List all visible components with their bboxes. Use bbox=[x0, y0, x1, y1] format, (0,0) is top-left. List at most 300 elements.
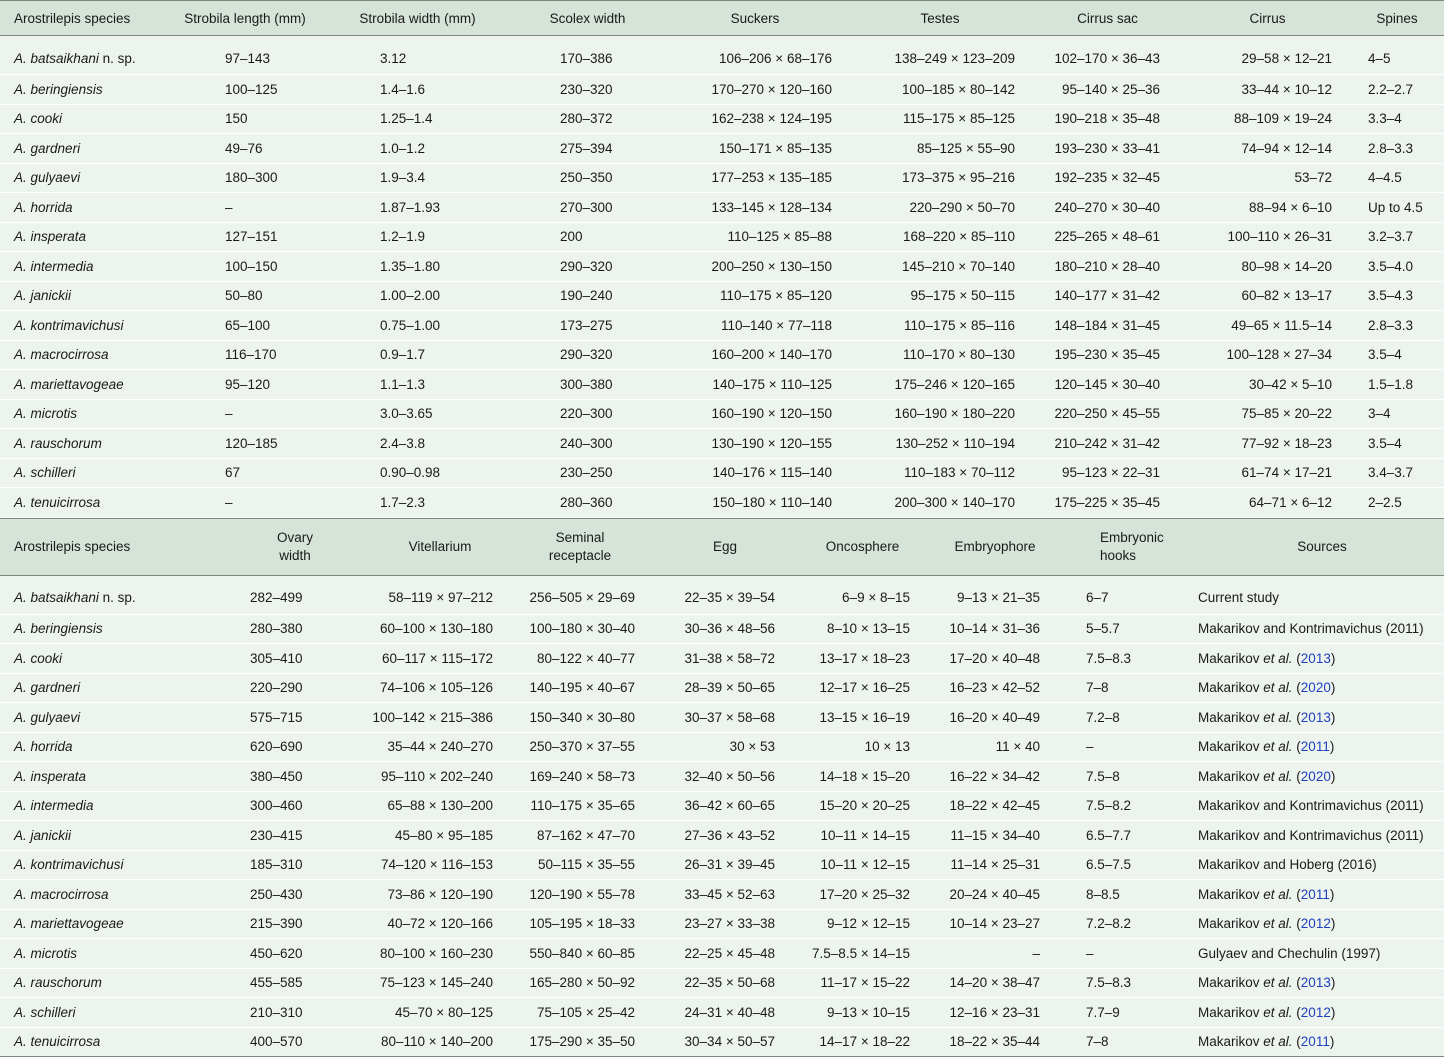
embryonic-hooks-cell: 6.5–7.5 bbox=[1040, 850, 1120, 880]
table-row bbox=[0, 998, 1444, 1028]
species-cell bbox=[0, 644, 220, 674]
species-cell bbox=[0, 703, 220, 733]
source-etal: et al. bbox=[1263, 710, 1292, 725]
paren-close: ) bbox=[1331, 975, 1336, 990]
genus-abbrev: A. bbox=[14, 1034, 27, 1049]
source-etal: et al. bbox=[1263, 769, 1292, 784]
cirrus-sac-cell: 225–265 × 48–61 bbox=[1030, 222, 1185, 252]
genus-abbrev: A. bbox=[14, 651, 27, 666]
table-row bbox=[0, 575, 1444, 614]
morphometrics-table-part1 bbox=[0, 0, 1444, 518]
source-year-link[interactable]: 2011 bbox=[1301, 887, 1330, 902]
embryophore-cell: – bbox=[910, 939, 1040, 969]
cirrus-cell: 77–92 × 18–23 bbox=[1185, 429, 1350, 459]
genus-abbrev: A. bbox=[14, 318, 27, 333]
source-year-link[interactable]: 2012 bbox=[1301, 1005, 1331, 1020]
suckers-cell: 160–190 × 120–150 bbox=[660, 399, 850, 429]
species-name: insperata bbox=[31, 769, 87, 784]
strobila-width-cell: 1.4–1.6 bbox=[320, 75, 515, 105]
vitellarium-cell: 60–117 × 115–172 bbox=[330, 644, 505, 674]
paren-open: ( bbox=[1293, 1005, 1301, 1020]
source-authors: Makarikov bbox=[1198, 1005, 1263, 1020]
scolex-width-cell: 290–320 bbox=[515, 252, 660, 282]
species-cell bbox=[0, 458, 170, 488]
strobila-width-cell: 1.00–2.00 bbox=[320, 281, 515, 311]
table1-header: Strobila length (mm) bbox=[170, 1, 320, 36]
genus-abbrev: A. bbox=[14, 769, 27, 784]
egg-cell: 36–42 × 60–65 bbox=[645, 791, 775, 821]
source-cell bbox=[1120, 939, 1444, 969]
oncosphere-cell: 11–17 × 15–22 bbox=[775, 968, 910, 998]
strobila-width-cell: 1.7–2.3 bbox=[320, 488, 515, 518]
species-cell bbox=[0, 968, 220, 998]
table-row bbox=[0, 370, 1444, 400]
table-row bbox=[0, 821, 1444, 851]
spines-cell: 2.2–2.7 bbox=[1350, 75, 1444, 105]
oncosphere-cell: 9–13 × 10–15 bbox=[775, 998, 910, 1028]
species-name: kontrimavichusi bbox=[31, 857, 124, 872]
species-name: intermedia bbox=[31, 259, 94, 274]
embryophore-cell: 20–24 × 40–45 bbox=[910, 880, 1040, 910]
genus-abbrev: A. bbox=[14, 590, 27, 605]
ovary-width-cell: 380–450 bbox=[220, 762, 330, 792]
species-cell bbox=[0, 370, 170, 400]
suckers-cell: 177–253 × 135–185 bbox=[660, 163, 850, 193]
source-authors: Makarikov bbox=[1198, 975, 1263, 990]
table-row bbox=[0, 193, 1444, 223]
table-row bbox=[0, 880, 1444, 910]
strobila-length-cell: 127–151 bbox=[170, 222, 320, 252]
genus-abbrev: A. bbox=[14, 828, 27, 843]
table-row bbox=[0, 732, 1444, 762]
cirrus-sac-cell: 192–235 × 32–45 bbox=[1030, 163, 1185, 193]
cirrus-cell: 30–42 × 5–10 bbox=[1185, 370, 1350, 400]
species-cell bbox=[0, 134, 170, 164]
source-authors: Gulyaev and Chechulin (1997) bbox=[1198, 946, 1380, 961]
source-cell bbox=[1120, 791, 1444, 821]
source-year-link[interactable]: 2020 bbox=[1301, 680, 1331, 695]
species-name: gulyaevi bbox=[31, 710, 81, 725]
species-name: janickii bbox=[31, 828, 72, 843]
species-name: kontrimavichusi bbox=[31, 318, 124, 333]
testes-cell: 145–210 × 70–140 bbox=[850, 252, 1030, 282]
testes-cell: 200–300 × 140–170 bbox=[850, 488, 1030, 518]
vitellarium-cell: 75–123 × 145–240 bbox=[330, 968, 505, 998]
genus-abbrev: A. bbox=[14, 82, 27, 97]
testes-cell: 95–175 × 50–115 bbox=[850, 281, 1030, 311]
suckers-cell: 133–145 × 128–134 bbox=[660, 193, 850, 223]
source-authors: Makarikov bbox=[1198, 739, 1263, 754]
source-authors: Current study bbox=[1198, 590, 1279, 605]
vitellarium-cell: 45–80 × 95–185 bbox=[330, 821, 505, 851]
embryonic-hooks-cell: 7–8 bbox=[1040, 1027, 1120, 1057]
egg-cell: 30–34 × 50–57 bbox=[645, 1027, 775, 1057]
source-cell bbox=[1120, 880, 1444, 910]
seminal-receptacle-cell: 50–115 × 35–55 bbox=[505, 850, 645, 880]
species-cell bbox=[0, 939, 220, 969]
cirrus-cell: 29–58 × 12–21 bbox=[1185, 36, 1350, 75]
table1-header: Cirrus sac bbox=[1030, 1, 1185, 36]
species-name: janickii bbox=[31, 288, 72, 303]
genus-abbrev: A. bbox=[14, 406, 27, 421]
egg-cell: 23–27 × 33–38 bbox=[645, 909, 775, 939]
cirrus-cell: 49–65 × 11.5–14 bbox=[1185, 311, 1350, 341]
table1-header: Scolex width bbox=[515, 1, 660, 36]
oncosphere-cell: 7.5–8.5 × 14–15 bbox=[775, 939, 910, 969]
cirrus-cell: 100–110 × 26–31 bbox=[1185, 222, 1350, 252]
vitellarium-cell: 60–100 × 130–180 bbox=[330, 614, 505, 644]
egg-cell: 24–31 × 40–48 bbox=[645, 998, 775, 1028]
species-cell bbox=[0, 104, 170, 134]
embryonic-hooks-cell: 5–5.7 bbox=[1040, 614, 1120, 644]
source-authors: Makarikov bbox=[1198, 769, 1263, 784]
source-authors: Makarikov bbox=[1198, 651, 1263, 666]
source-cell bbox=[1120, 732, 1444, 762]
suckers-cell: 130–190 × 120–155 bbox=[660, 429, 850, 459]
embryophore-cell: 11–15 × 34–40 bbox=[910, 821, 1040, 851]
strobila-length-cell: 116–170 bbox=[170, 340, 320, 370]
species-cell bbox=[0, 193, 170, 223]
strobila-length-cell: 67 bbox=[170, 458, 320, 488]
table2-header: Oncosphere bbox=[775, 518, 910, 575]
species-cell bbox=[0, 340, 170, 370]
egg-cell: 22–25 × 45–48 bbox=[645, 939, 775, 969]
testes-cell: 110–170 × 80–130 bbox=[850, 340, 1030, 370]
paren-open: ( bbox=[1293, 710, 1301, 725]
suckers-cell: 110–125 × 85–88 bbox=[660, 222, 850, 252]
strobila-width-cell: 1.0–1.2 bbox=[320, 134, 515, 164]
source-etal: et al. bbox=[1263, 651, 1292, 666]
table-row bbox=[0, 762, 1444, 792]
embryophore-cell: 11 × 40 bbox=[910, 732, 1040, 762]
species-cell bbox=[0, 614, 220, 644]
paren-close: ) bbox=[1331, 1005, 1336, 1020]
scolex-width-cell: 250–350 bbox=[515, 163, 660, 193]
source-year-link[interactable]: 2011 bbox=[1301, 1034, 1330, 1049]
species-name: cooki bbox=[31, 111, 63, 126]
strobila-length-cell: 65–100 bbox=[170, 311, 320, 341]
ovary-width-cell: 230–415 bbox=[220, 821, 330, 851]
paren-close: ) bbox=[1331, 680, 1336, 695]
spines-cell: Up to 4.5 bbox=[1350, 193, 1444, 223]
seminal-receptacle-cell: 250–370 × 37–55 bbox=[505, 732, 645, 762]
cirrus-sac-cell: 210–242 × 31–42 bbox=[1030, 429, 1185, 459]
embryophore-cell: 10–14 × 23–27 bbox=[910, 909, 1040, 939]
table-row bbox=[0, 488, 1444, 518]
table2-header: Embryophore bbox=[910, 518, 1040, 575]
seminal-receptacle-cell: 175–290 × 35–50 bbox=[505, 1027, 645, 1057]
cirrus-cell: 74–94 × 12–14 bbox=[1185, 134, 1350, 164]
table2-header: Seminal receptacle bbox=[505, 518, 645, 575]
egg-cell: 30–37 × 58–68 bbox=[645, 703, 775, 733]
vitellarium-cell: 80–110 × 140–200 bbox=[330, 1027, 505, 1057]
vitellarium-cell: 58–119 × 97–212 bbox=[330, 575, 505, 614]
strobila-width-cell: 1.2–1.9 bbox=[320, 222, 515, 252]
seminal-receptacle-cell: 140–195 × 40–67 bbox=[505, 673, 645, 703]
seminal-receptacle-cell: 256–505 × 29–69 bbox=[505, 575, 645, 614]
embryophore-cell: 16–22 × 34–42 bbox=[910, 762, 1040, 792]
strobila-length-cell: 50–80 bbox=[170, 281, 320, 311]
vitellarium-cell: 73–86 × 120–190 bbox=[330, 880, 505, 910]
scolex-width-cell: 280–360 bbox=[515, 488, 660, 518]
cirrus-sac-cell: 175–225 × 35–45 bbox=[1030, 488, 1185, 518]
source-year-link[interactable]: 2012 bbox=[1301, 916, 1331, 931]
species-name: schilleri bbox=[31, 465, 76, 480]
source-etal: et al. bbox=[1263, 739, 1292, 754]
species-suffix: n. sp. bbox=[99, 51, 136, 66]
vitellarium-cell: 65–88 × 130–200 bbox=[330, 791, 505, 821]
ovary-width-cell: 620–690 bbox=[220, 732, 330, 762]
strobila-width-cell: 0.75–1.00 bbox=[320, 311, 515, 341]
species-cell bbox=[0, 163, 170, 193]
egg-cell: 31–38 × 58–72 bbox=[645, 644, 775, 674]
ovary-width-cell: 282–499 bbox=[220, 575, 330, 614]
table-row bbox=[0, 399, 1444, 429]
cirrus-cell: 53–72 bbox=[1185, 163, 1350, 193]
species-name: tenuicirrosa bbox=[31, 495, 101, 510]
table-row bbox=[0, 311, 1444, 341]
vitellarium-cell: 95–110 × 202–240 bbox=[330, 762, 505, 792]
testes-cell: 175–246 × 120–165 bbox=[850, 370, 1030, 400]
source-authors: Makarikov and Kontrimavichus (2011) bbox=[1198, 621, 1424, 636]
paren-open: ( bbox=[1293, 769, 1301, 784]
spines-cell: 1.5–1.8 bbox=[1350, 370, 1444, 400]
species-name: horrida bbox=[31, 200, 73, 215]
testes-cell: 110–175 × 85–116 bbox=[850, 311, 1030, 341]
ovary-width-cell: 300–460 bbox=[220, 791, 330, 821]
table-row bbox=[0, 791, 1444, 821]
vitellarium-cell: 80–100 × 160–230 bbox=[330, 939, 505, 969]
cirrus-sac-cell: 140–177 × 31–42 bbox=[1030, 281, 1185, 311]
species-name: horrida bbox=[31, 739, 73, 754]
oncosphere-cell: 13–17 × 18–23 bbox=[775, 644, 910, 674]
oncosphere-cell: 15–20 × 20–25 bbox=[775, 791, 910, 821]
genus-abbrev: A. bbox=[14, 347, 27, 362]
species-name: beringiensis bbox=[31, 82, 103, 97]
table2-header: Arostrilepis species bbox=[0, 518, 220, 575]
genus-abbrev: A. bbox=[14, 887, 27, 902]
table1-header-row bbox=[0, 1, 1444, 36]
embryophore-cell: 17–20 × 40–48 bbox=[910, 644, 1040, 674]
strobila-length-cell: 97–143 bbox=[170, 36, 320, 75]
species-cell bbox=[0, 1027, 220, 1057]
strobila-length-cell: 49–76 bbox=[170, 134, 320, 164]
genus-abbrev: A. bbox=[14, 259, 27, 274]
genus-abbrev: A. bbox=[14, 975, 27, 990]
spines-cell: 3.2–3.7 bbox=[1350, 222, 1444, 252]
paren-close: ) bbox=[1330, 887, 1335, 902]
oncosphere-cell: 8–10 × 13–15 bbox=[775, 614, 910, 644]
embryophore-cell: 9–13 × 21–35 bbox=[910, 575, 1040, 614]
seminal-receptacle-cell: 80–122 × 40–77 bbox=[505, 644, 645, 674]
cirrus-sac-cell: 193–230 × 33–41 bbox=[1030, 134, 1185, 164]
genus-abbrev: A. bbox=[14, 111, 27, 126]
cirrus-cell: 61–74 × 17–21 bbox=[1185, 458, 1350, 488]
table2-header: Egg bbox=[645, 518, 775, 575]
source-authors: Makarikov bbox=[1198, 916, 1263, 931]
vitellarium-cell: 100–142 × 215–386 bbox=[330, 703, 505, 733]
species-cell bbox=[0, 732, 220, 762]
species-name: gardneri bbox=[31, 141, 81, 156]
cirrus-sac-cell: 195–230 × 35–45 bbox=[1030, 340, 1185, 370]
source-year-link[interactable]: 2020 bbox=[1301, 769, 1331, 784]
seminal-receptacle-cell: 87–162 × 47–70 bbox=[505, 821, 645, 851]
strobila-length-cell: 180–300 bbox=[170, 163, 320, 193]
strobila-length-cell: – bbox=[170, 193, 320, 223]
paren-close: ) bbox=[1331, 651, 1336, 666]
source-etal: et al. bbox=[1263, 887, 1292, 902]
embryonic-hooks-cell: 7.2–8 bbox=[1040, 703, 1120, 733]
source-cell bbox=[1120, 909, 1444, 939]
vitellarium-cell: 35–44 × 240–270 bbox=[330, 732, 505, 762]
table1-header: Suckers bbox=[660, 1, 850, 36]
paren-close: ) bbox=[1330, 1034, 1335, 1049]
species-cell bbox=[0, 998, 220, 1028]
morphometrics-table-part2 bbox=[0, 518, 1444, 1057]
scolex-width-cell: 170–386 bbox=[515, 36, 660, 75]
spines-cell: 3.5–4 bbox=[1350, 340, 1444, 370]
seminal-receptacle-cell: 550–840 × 60–85 bbox=[505, 939, 645, 969]
egg-cell: 30 × 53 bbox=[645, 732, 775, 762]
table1-header: Cirrus bbox=[1185, 1, 1350, 36]
table-row bbox=[0, 104, 1444, 134]
genus-abbrev: A. bbox=[14, 739, 27, 754]
genus-abbrev: A. bbox=[14, 288, 27, 303]
ovary-width-cell: 455–585 bbox=[220, 968, 330, 998]
genus-abbrev: A. bbox=[14, 377, 27, 392]
strobila-width-cell: 2.4–3.8 bbox=[320, 429, 515, 459]
oncosphere-cell: 12–17 × 16–25 bbox=[775, 673, 910, 703]
ovary-width-cell: 280–380 bbox=[220, 614, 330, 644]
suckers-cell: 110–140 × 77–118 bbox=[660, 311, 850, 341]
species-name: rauschorum bbox=[31, 436, 102, 451]
spines-cell: 3.3–4 bbox=[1350, 104, 1444, 134]
source-etal: et al. bbox=[1263, 1034, 1292, 1049]
embryonic-hooks-cell: – bbox=[1040, 939, 1120, 969]
embryonic-hooks-cell: 7.2–8.2 bbox=[1040, 909, 1120, 939]
paren-open: ( bbox=[1293, 1034, 1301, 1049]
cirrus-cell: 64–71 × 6–12 bbox=[1185, 488, 1350, 518]
egg-cell: 27–36 × 43–52 bbox=[645, 821, 775, 851]
strobila-width-cell: 1.35–1.80 bbox=[320, 252, 515, 282]
species-name: schilleri bbox=[31, 1005, 76, 1020]
embryophore-cell: 16–23 × 42–52 bbox=[910, 673, 1040, 703]
embryophore-cell: 14–20 × 38–47 bbox=[910, 968, 1040, 998]
strobila-width-cell: 3.12 bbox=[320, 36, 515, 75]
source-cell bbox=[1120, 614, 1444, 644]
testes-cell: 130–252 × 110–194 bbox=[850, 429, 1030, 459]
source-year-link[interactable]: 2013 bbox=[1301, 651, 1331, 666]
scolex-width-cell: 220–300 bbox=[515, 399, 660, 429]
table-row bbox=[0, 1027, 1444, 1057]
testes-cell: 100–185 × 80–142 bbox=[850, 75, 1030, 105]
species-name: intermedia bbox=[31, 798, 94, 813]
source-year-link[interactable]: 2013 bbox=[1301, 975, 1331, 990]
table-row bbox=[0, 850, 1444, 880]
table2-header: Vitellarium bbox=[330, 518, 505, 575]
ovary-width-cell: 185–310 bbox=[220, 850, 330, 880]
species-name: macrocirrosa bbox=[31, 887, 109, 902]
ovary-width-cell: 575–715 bbox=[220, 703, 330, 733]
paren-open: ( bbox=[1293, 975, 1301, 990]
source-authors: Makarikov and Kontrimavichus (2011) bbox=[1198, 828, 1424, 843]
ovary-width-cell: 305–410 bbox=[220, 644, 330, 674]
oncosphere-cell: 6–9 × 8–15 bbox=[775, 575, 910, 614]
source-year-link[interactable]: 2013 bbox=[1301, 710, 1331, 725]
genus-abbrev: A. bbox=[14, 170, 27, 185]
suckers-cell: 162–238 × 124–195 bbox=[660, 104, 850, 134]
table-row bbox=[0, 281, 1444, 311]
oncosphere-cell: 17–20 × 25–32 bbox=[775, 880, 910, 910]
species-cell bbox=[0, 850, 220, 880]
scolex-width-cell: 200 bbox=[515, 222, 660, 252]
paren-close: ) bbox=[1331, 710, 1336, 725]
species-cell bbox=[0, 673, 220, 703]
genus-abbrev: A. bbox=[14, 141, 27, 156]
seminal-receptacle-cell: 105–195 × 18–33 bbox=[505, 909, 645, 939]
embryophore-cell: 10–14 × 31–36 bbox=[910, 614, 1040, 644]
genus-abbrev: A. bbox=[14, 680, 27, 695]
strobila-width-cell: 0.90–0.98 bbox=[320, 458, 515, 488]
seminal-receptacle-cell: 120–190 × 55–78 bbox=[505, 880, 645, 910]
embryonic-hooks-cell: 7.5–8 bbox=[1040, 762, 1120, 792]
species-cell bbox=[0, 488, 170, 518]
species-suffix: n. sp. bbox=[99, 590, 136, 605]
table1-header: Strobila width (mm) bbox=[320, 1, 515, 36]
cirrus-cell: 33–44 × 10–12 bbox=[1185, 75, 1350, 105]
table1-header: Arostrilepis species bbox=[0, 1, 170, 36]
suckers-cell: 150–171 × 85–135 bbox=[660, 134, 850, 164]
table-row bbox=[0, 703, 1444, 733]
egg-cell: 32–40 × 50–56 bbox=[645, 762, 775, 792]
cirrus-sac-cell: 190–218 × 35–48 bbox=[1030, 104, 1185, 134]
suckers-cell: 200–250 × 130–150 bbox=[660, 252, 850, 282]
testes-cell: 110–183 × 70–112 bbox=[850, 458, 1030, 488]
species-name: cooki bbox=[31, 651, 63, 666]
species-name: rauschorum bbox=[31, 975, 102, 990]
species-cell bbox=[0, 222, 170, 252]
strobila-width-cell: 1.1–1.3 bbox=[320, 370, 515, 400]
suckers-cell: 160–200 × 140–170 bbox=[660, 340, 850, 370]
genus-abbrev: A. bbox=[14, 621, 27, 636]
species-cell bbox=[0, 399, 170, 429]
source-cell bbox=[1120, 821, 1444, 851]
source-year-link[interactable]: 2011 bbox=[1301, 739, 1330, 754]
table-row bbox=[0, 939, 1444, 969]
source-etal: et al. bbox=[1263, 680, 1292, 695]
seminal-receptacle-cell: 169–240 × 58–73 bbox=[505, 762, 645, 792]
species-cell bbox=[0, 821, 220, 851]
paren-open: ( bbox=[1293, 651, 1301, 666]
species-cell bbox=[0, 575, 220, 614]
strobila-width-cell: 0.9–1.7 bbox=[320, 340, 515, 370]
table2-header: Sources bbox=[1120, 518, 1444, 575]
cirrus-cell: 88–94 × 6–10 bbox=[1185, 193, 1350, 223]
vitellarium-cell: 40–72 × 120–166 bbox=[330, 909, 505, 939]
spines-cell: 2.8–3.3 bbox=[1350, 134, 1444, 164]
species-cell bbox=[0, 429, 170, 459]
ovary-width-cell: 450–620 bbox=[220, 939, 330, 969]
paren-close: ) bbox=[1331, 769, 1336, 784]
scolex-width-cell: 275–394 bbox=[515, 134, 660, 164]
vitellarium-cell: 74–120 × 116–153 bbox=[330, 850, 505, 880]
source-cell bbox=[1120, 673, 1444, 703]
suckers-cell: 150–180 × 110–140 bbox=[660, 488, 850, 518]
paren-open: ( bbox=[1293, 680, 1301, 695]
vitellarium-cell: 74–106 × 105–126 bbox=[330, 673, 505, 703]
species-name: batsaikhani bbox=[31, 590, 99, 605]
spines-cell: 2–2.5 bbox=[1350, 488, 1444, 518]
